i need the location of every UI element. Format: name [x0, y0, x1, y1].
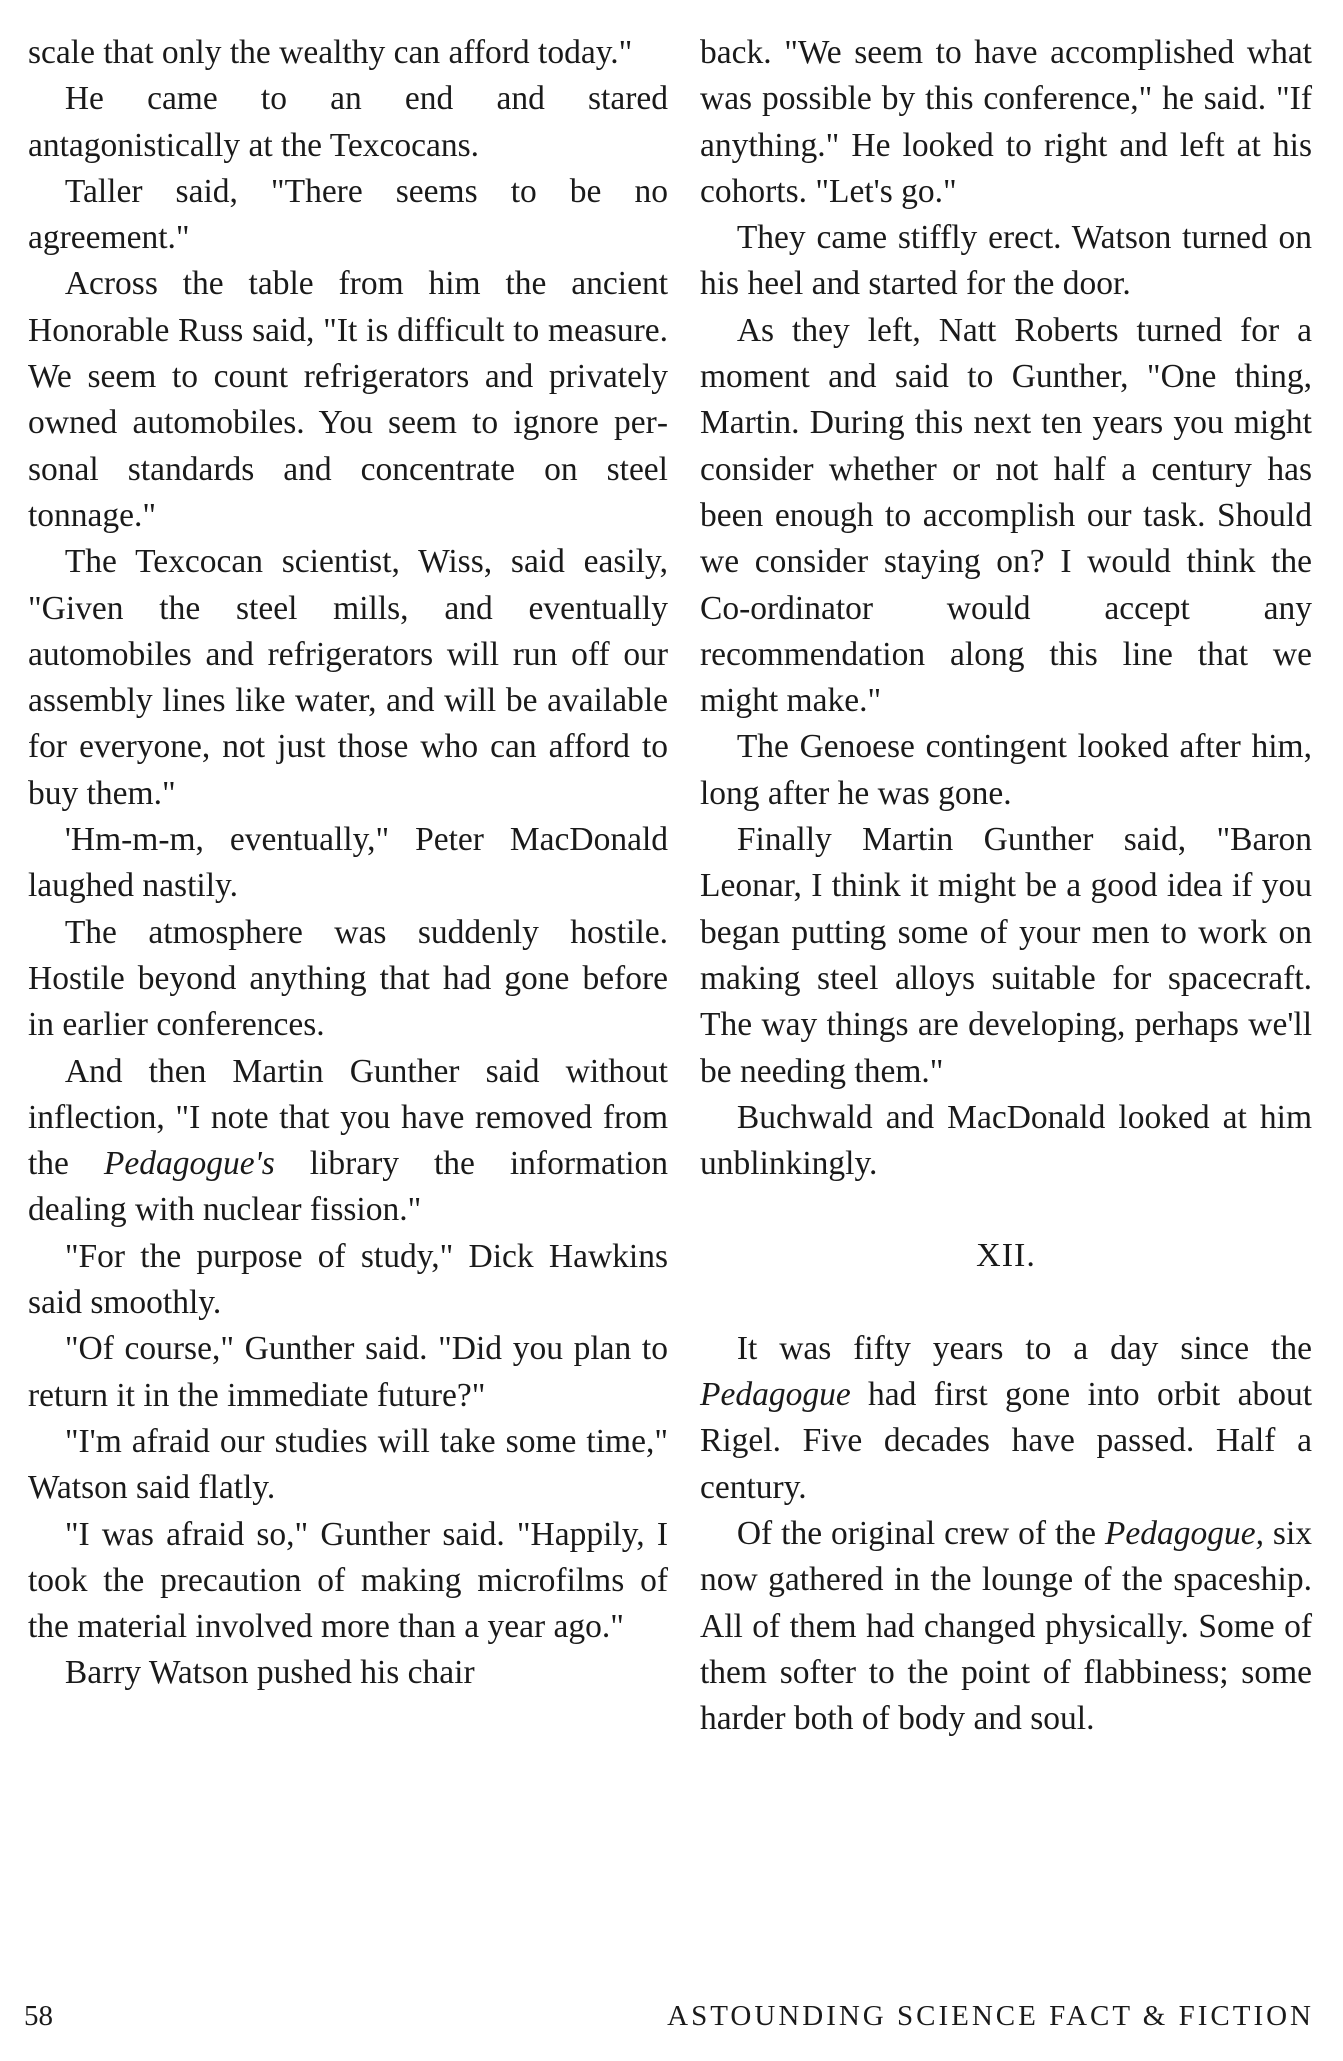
italic-title: Pedagogue, [1104, 1514, 1264, 1552]
text-span: six now gathered in the lounge of the spaceship. All of them had changed physically. Some of them softer to the point of flabbiness; some harder both of body and soul. [700, 1514, 1313, 1738]
paragraph: "For the purpose of study," Dick Hawkins said smoothly. [28, 1237, 668, 1322]
paragraph: The atmosphere was suddenly hostile. Hostile beyond anything that had gone before in earlier conferences. [28, 913, 668, 1044]
paragraph [700, 1326, 1312, 1511]
paragraph: scale that only the wealthy can afford today." [28, 34, 633, 71]
paragraph: Barry Watson pushed his chair [64, 1654, 475, 1692]
paragraph: 'Hm-m-m, eventually," Peter MacDonald laughed nastily. [28, 821, 668, 905]
chapter-heading: XII. [976, 1237, 1036, 1275]
paragraph: Across the table from him the ancient Honorable Russ said, "It is difficult to measure. We seem to count refrigerators and privately owned automobiles. You seem to ignore personal standards and concentrate on steel tonnage." [28, 265, 668, 534]
italic-title: Pedagogue's [103, 1145, 275, 1183]
page-number: 58 [24, 2000, 53, 2032]
paragraph: "I'm afraid our studies will take some time," Watson said flatly. [28, 1422, 668, 1507]
paragraph: As they left, Natt Roberts turned for a moment and said to Gunther, "One thing, Martin. During this next ten years you might consider whether or not half a century has been enough to accomplish our task. Should we consider staying on? I would think the Co-ordinator would accept any recommendation along this line that we might make." [700, 311, 1312, 720]
paragraph: Buchwald and MacDonald looked at him unblinkingly. [700, 1098, 1312, 1183]
text-span: Of the original crew of the [736, 1514, 1096, 1552]
text-span: library the information dealing with nuclear fission." [28, 1145, 669, 1229]
text-span: And then Martin Gunther said without inflection, "I note that you have removed from the [28, 1052, 668, 1183]
paragraph: Finally Martin Gunther said, "Baron Leonar, I think it might be a good idea if you began putting some of your men to work on making steel alloys suitable for spacecraft. The way things are developing, perhaps we'll be needing them." [700, 821, 1312, 1090]
paragraph: back. "We seem to have accomplished what was possible by this conference," he said. "If anything." He looked to right and left at his cohorts. "Let's go." [700, 34, 1312, 210]
paragraph: The Genoese contingent looked after him, long after he was gone. [700, 728, 1312, 812]
paragraph [28, 1049, 668, 1234]
paragraph: The Texcocan scientist, Wiss, said easily, "Given the steel mills, and eventually automobiles and refrigerators will run off our assembly lines like water, and will be available for everyone, not just those who can afford to buy them." [28, 543, 668, 812]
page-footer [24, 2000, 1314, 2044]
paragraph [700, 1511, 1312, 1742]
running-title: ASTOUNDING SCIENCE FACT & FICTION [667, 2000, 1314, 2032]
paragraph: He came to an end and stared antagonistically at the Texcocans. [28, 80, 668, 164]
text-span: had first gone into orbit about Rigel. Five decades have passed. Half a century. [700, 1376, 1313, 1506]
paragraph: They came stiffly erect. Watson turned on his heel and started for the door. [700, 219, 1312, 303]
text-span: It was fifty years to a day since the [736, 1329, 1312, 1367]
italic-title: Pedagogue [700, 1376, 851, 1414]
left-column [28, 30, 668, 1697]
paragraph: "Of course," Gunther said. "Did you plan to return it in the immediate future?" [28, 1330, 668, 1414]
right-column [700, 30, 1312, 1742]
paragraph: "I was afraid so," Gunther said. "Happily, I took the precaution of making microfilms of the material involved more than a year ago." [28, 1515, 668, 1646]
paragraph: Taller said, "There seems to be no agreement." [28, 172, 668, 257]
